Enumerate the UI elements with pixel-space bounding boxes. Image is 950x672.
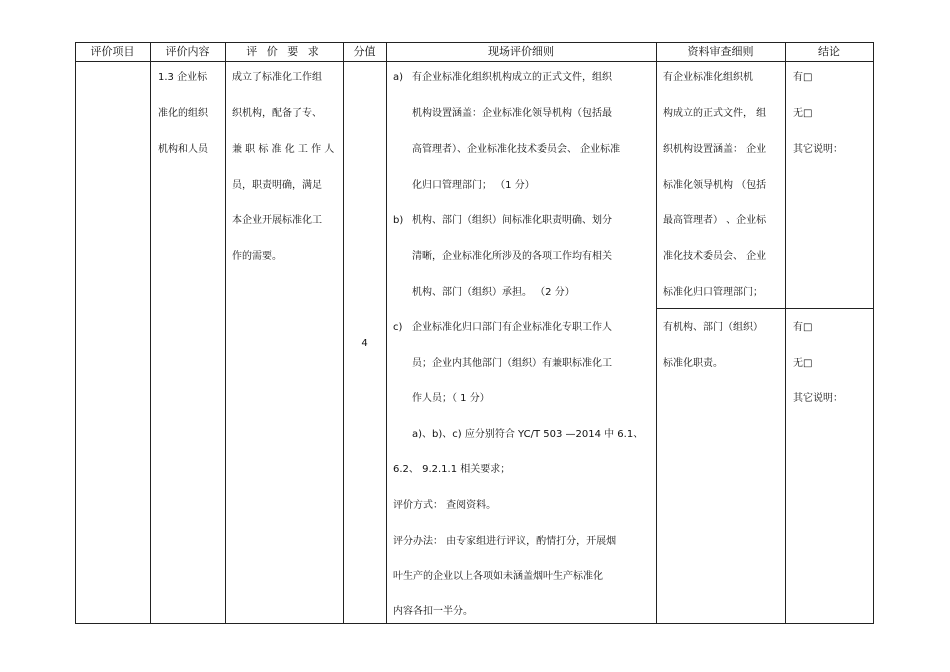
review-line: 有企业标准化组织机 (663, 72, 753, 83)
header-item: 评价项目 (90, 45, 135, 58)
review-line: 准化技术委员会、 企业 (663, 251, 767, 262)
requirement-line: 织机构，配备了专、 (232, 108, 322, 119)
requirement-line: 员，职责明确，满足 (232, 180, 322, 191)
content-line: 准化的组织 (158, 108, 208, 119)
onsite-marker-b: b) (393, 215, 404, 226)
onsite-line: 作人员；（ 1 分） (412, 393, 490, 404)
requirement-line: 作的需要。 (232, 251, 282, 262)
col-line-2 (225, 42, 226, 624)
review-line: 标准化归口管理部门； (663, 287, 763, 298)
score-value: 4 (361, 338, 368, 349)
onsite-line: 机构、部门（组织）间标准化职责明确、划分 (412, 215, 612, 226)
onsite-note: 6.2、 9.2.1.1 相关要求； (393, 464, 511, 475)
onsite-line: 清晰，企业标准化所涉及的各项工作均有相关 (412, 251, 612, 262)
table-border-bottom (75, 623, 874, 624)
onsite-line: 有企业标准化组织机构成立的正式文件，组织 (412, 72, 612, 83)
review-line: 标准化职责。 (663, 358, 723, 369)
header-content: 评价内容 (165, 45, 210, 58)
review-line: 标准化领导机构 （包括 (663, 180, 767, 191)
conclusion-yes: 有□ (793, 72, 813, 83)
onsite-scoring: 内容各扣一半分。 (393, 606, 473, 617)
conclusion-no: 无□ (793, 108, 813, 119)
requirement-line: 兼 职 标 准 化 工 作 人 (232, 144, 335, 155)
requirement-line: 成立了标准化工作组 (232, 72, 322, 83)
content-line: 机构和人员 (158, 144, 208, 155)
table-border-top (75, 42, 874, 43)
review-line: 构成立的正式文件， 组 (663, 108, 767, 119)
review-line: 最高管理者） 、企业标 (663, 215, 767, 226)
onsite-method: 评价方式： 查阅资料。 (393, 500, 497, 511)
conclusion-yes: 有□ (793, 322, 813, 333)
col-line-7 (873, 42, 874, 624)
onsite-note: a)、b)、c) 应分别符合 YC/T 503 —2014 中 6.1、 (412, 429, 644, 440)
onsite-line: 机构设置涵盖：企业标准化领导机构（包括最 (412, 108, 612, 119)
col-line-5 (656, 42, 657, 624)
onsite-line: 化归口管理部门； （1 分） (412, 180, 535, 191)
header-divider (75, 61, 874, 62)
onsite-line: 企业标准化归口部门有企业标准化专职工作人 (412, 322, 612, 333)
col-line-1 (150, 42, 151, 624)
header-score: 分值 (353, 45, 376, 58)
onsite-marker-a: a) (393, 72, 404, 83)
conclusion-no: 无□ (793, 358, 813, 369)
review-divider (656, 308, 874, 309)
review-line: 有机构、部门（组织） (663, 322, 763, 333)
col-line-0 (75, 42, 76, 624)
review-line: 织机构设置涵盖： 企业 (663, 144, 767, 155)
header-docreview: 资料审查细则 (687, 45, 754, 58)
onsite-scoring: 评分办法： 由专家组进行评议，酌情打分，开展烟 (393, 536, 617, 547)
conclusion-other: 其它说明： (793, 393, 843, 404)
requirement-line: 本企业开展标准化工 (232, 215, 322, 226)
content-line: 1.3 企业标 (158, 72, 208, 83)
header-conclusion: 结论 (818, 45, 840, 58)
header-onsite: 现场评价细则 (488, 45, 554, 58)
onsite-line: 机构、部门（组织）承担。 （2 分） (412, 287, 575, 298)
onsite-line: 高管理者）、企业标准化技术委员会、 企业标准 (412, 144, 621, 155)
col-line-4 (386, 42, 387, 624)
col-line-3 (343, 42, 344, 624)
col-line-6 (785, 42, 786, 624)
conclusion-other: 其它说明： (793, 144, 843, 155)
header-requirement: 评 价 要 求 (246, 45, 322, 58)
onsite-scoring: 叶生产的企业以上各项如未涵盖烟叶生产标准化 (393, 571, 603, 582)
onsite-line: 员；企业内其他部门（组织）有兼职标准化工 (412, 358, 612, 369)
onsite-marker-c: c) (393, 322, 403, 333)
